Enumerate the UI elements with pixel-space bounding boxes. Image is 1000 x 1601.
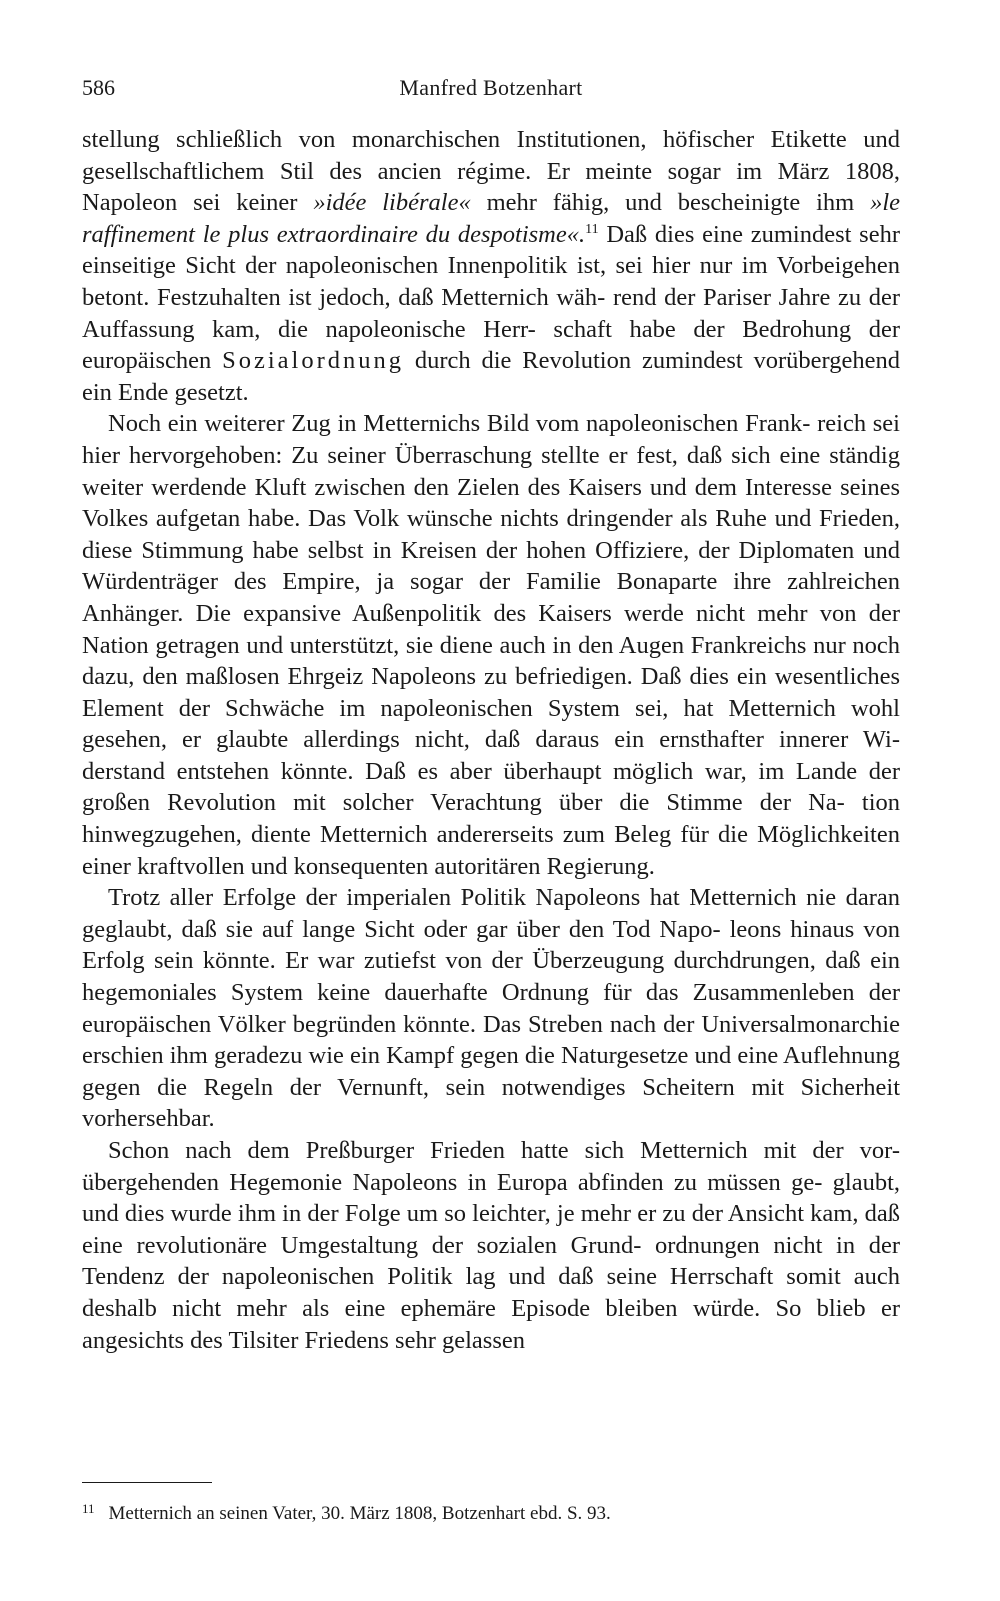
running-head xyxy=(82,72,900,104)
running-title: Manfred Botzenhart xyxy=(399,75,583,100)
paragraph-1 xyxy=(82,124,900,408)
paragraph-2: Noch ein weiterer Zug in Metternichs Bild vom napoleonischen Frank- reich sei hier hervorgehoben: Zu seiner Überraschung stellte er fest, daß sich eine ständig weiter werdende Kluft zwischen den Zielen des Kaisers und dem Interesse seines Volkes aufgetan habe. Das Volk wünsche nichts dringender als Ruhe und Frieden, diese Stimmung habe selbst in Kreisen der hohen Offiziere, der Diplomaten und Würdenträger des Empire, ja sogar der Familie Bonaparte ihre zahlreichen Anhänger. Die expansive Außenpolitik des Kaisers werde nicht mehr von der Nation getragen und unterstützt, sie diene auch in den Augen Frankreichs nur noch dazu, den maßlosen Ehrgeiz Napoleons zu befriedigen. Daß dies ein wesentliches Element der Schwäche im napoleonischen System sei, hat Metternich wohl gesehen, er glaubte allerdings nicht, daß daraus ein ernsthafter innerer Wi- derstand entstehen könnte. Daß es aber überhaupt möglich war, im Lande der großen Revolution mit solcher Verachtung über die Stimme der Na- tion hinwegzugehen, diente Metternich andererseits zum Beleg für die Möglichkeiten einer kraftvollen und konsequenten autoritären Regierung. xyxy=(82,410,900,880)
paragraph-1-text-a: stellung schließlich von monarchischen Institutionen, höfischer Etikette und gesellschaftlichem Stil des ancien régime. Er meinte sogar im März 1808, Napoleon sei keiner xyxy=(82,126,900,217)
footnote-reference: 11 xyxy=(585,221,599,237)
spaced-word-sozialordnung: Sozialordnung xyxy=(222,347,404,375)
paragraph-3: Trotz aller Erfolge der imperialen Politik Napoleons hat Metternich nie daran geglaubt, daß sie auf lange Sicht oder gar über den Tod Napo- leons hinaus von Erfolg sein könnte. Er war zutiefst von der Überzeugung durchdrungen, daß ein hegemoniales System keine dauerhafte Ordnung für das Zusammenleben der europäischen Völker begründen könnte. Das Streben nach der Universalmonarchie erschien ihm geradezu wie ein Kampf gegen die Naturgesetze und eine Auflehnung gegen die Regeln der Vernunft, sein notwendiges Scheitern mit Sicherheit vorhersehbar. xyxy=(82,884,900,1133)
paragraph-1-text-b: mehr fähig, und bescheinigte ihm xyxy=(470,189,871,217)
paragraph-1-text-d: durch die Revolution zumindest vorübergehend ein Ende gesetzt. xyxy=(82,347,900,406)
footnote-text: Metternich an seinen Vater, 30. März 1808, Botzenhart ebd. S. 93. xyxy=(108,1503,611,1524)
body-text xyxy=(82,124,900,1356)
paragraph-4: Schon nach dem Preßburger Frieden hatte sich Metternich mit der vor- übergehenden Hegemonie Napoleons in Europa abfinden zu müssen ge- glaubt, und dies wurde ihm in der Folge um so leichter, je mehr er zu der Ansicht kam, daß eine revolutionäre Umgestaltung der sozialen Grund- ordnungen nicht in der Tendenz der napoleonischen Politik lag und daß seine Herrschaft somit auch deshalb nicht mehr als eine ephemäre Episode bleiben würde. So blieb er angesichts des Tilsiter Friedens sehr gelassen xyxy=(82,1137,900,1354)
paragraph-1-text-c: Daß dies eine zumindest sehr einseitige Sicht der napoleonischen Innenpolitik ist, sei hier nur im Vorbeigehen betont. Festzuhalten ist jedoch, daß Metternich wäh- rend der Pariser Jahre zu der Auffassung kam, die napoleonische Herr- schaft habe der Bedrohung der europäischen xyxy=(82,220,901,375)
footnote-rule xyxy=(82,1482,212,1483)
footnote-mark: 11 xyxy=(82,1501,95,1516)
quote-despotisme: »le raffinement le plus extraordinaire du despotisme«. xyxy=(82,189,901,248)
footnote xyxy=(82,1496,900,1527)
page-number: 586 xyxy=(82,75,115,100)
quote-idee-liberale: »idée libérale« xyxy=(313,189,471,217)
